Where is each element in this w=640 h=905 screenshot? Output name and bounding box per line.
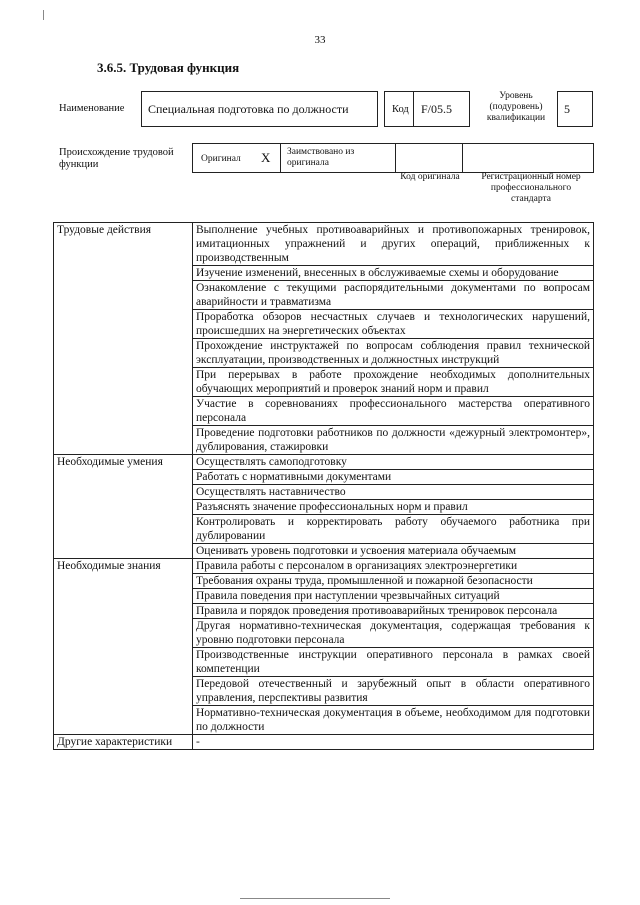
list-item: Другая нормативно-техническая документация, содержащая требования к уровню подготовки персонала bbox=[193, 619, 594, 648]
list-item: - bbox=[193, 735, 594, 750]
list-item: Требования охраны труда, промышленной и пожарной безопасности bbox=[193, 574, 594, 589]
list-item: Выполнение учебных противоаварийных и противопожарных тренировок, имитационных упражнений и других операций, приближенных к производственным bbox=[193, 223, 594, 266]
list-item: Изучение изменений, внесенных в обслуживаемые схемы и оборудование bbox=[193, 266, 594, 281]
list-item: Ознакомление с текущими распорядительными документами по вопросам аварийности и травматизма bbox=[193, 281, 594, 310]
section-title-cell: Трудовые действия bbox=[54, 223, 193, 455]
page-number: 33 bbox=[314, 34, 326, 46]
bottom-rule bbox=[240, 898, 390, 899]
table-row bbox=[54, 223, 594, 266]
reg-number-caption: Регистрационный номер профессионального стандарта bbox=[481, 172, 581, 204]
original-mark: X bbox=[261, 150, 271, 165]
list-item: Контролировать и корректировать работу обучаемого работника при дублировании bbox=[193, 515, 594, 544]
list-item: При перерывах в работе прохождение необходимых дополнительных обучающих мероприятий и проверок знаний норм и правил bbox=[193, 368, 594, 397]
table-row bbox=[54, 455, 594, 470]
list-item: Разъяснять значение профессиональных норм и правил bbox=[193, 500, 594, 515]
name-value: Специальная подготовка по должности bbox=[148, 102, 349, 116]
section-title: 3.6.5. Трудовая функция bbox=[97, 60, 240, 75]
list-item: Правила и порядок проведения противоаварийных тренировок персонала bbox=[193, 604, 594, 619]
level-value: 5 bbox=[564, 102, 570, 116]
origin-divider-1 bbox=[280, 144, 281, 172]
section-title-cell: Необходимые знания bbox=[54, 559, 193, 735]
section-title-cell: Другие характеристики bbox=[54, 735, 193, 750]
origin-label: Происхождение трудовой функции bbox=[59, 147, 174, 170]
list-item: Правила поведения при наступлении чрезвычайных ситуаций bbox=[193, 589, 594, 604]
list-item: Проработка обзоров несчастных случаев и технологических нарушений, происшедших на энергетических объектах bbox=[193, 310, 594, 339]
name-label: Наименование bbox=[59, 103, 125, 114]
list-item: Проведение подготовки работников по должности «дежурный электромонтер», дублирования, стажировки bbox=[193, 426, 594, 455]
list-item: Производственные инструкции оперативного персонала в рамках своей компетенции bbox=[193, 648, 594, 677]
list-item: Передовой отечественный и зарубежный опыт в области оперативного управления, перспективы развития bbox=[193, 677, 594, 706]
list-item: Осуществлять самоподготовку bbox=[193, 455, 594, 470]
code-label: Код bbox=[392, 104, 409, 115]
list-item: Осуществлять наставничество bbox=[193, 485, 594, 500]
list-item: Участие в соревнованиях профессионального мастерства оперативного персонала bbox=[193, 397, 594, 426]
borrowed-label: Заимствовано из оригинала bbox=[287, 147, 355, 168]
code-box bbox=[384, 91, 470, 127]
origin-divider-2 bbox=[395, 144, 396, 172]
scan-mark bbox=[43, 10, 44, 20]
list-item: Работать с нормативными документами bbox=[193, 470, 594, 485]
code-value-cell bbox=[413, 92, 414, 126]
labor-function-table bbox=[53, 222, 594, 750]
level-label: Уровень (подуровень) квалификации bbox=[486, 91, 546, 123]
original-label: Оригинал bbox=[201, 154, 241, 164]
list-item: Прохождение инструктажей по вопросам соблюдения правил технической эксплуатации, производственных и должностных инструкций bbox=[193, 339, 594, 368]
name-value-box bbox=[141, 91, 378, 127]
origin-code-caption: Код оригинала bbox=[400, 172, 460, 182]
table-row bbox=[54, 559, 594, 574]
section-title-cell: Необходимые умения bbox=[54, 455, 193, 559]
code-value: F/05.5 bbox=[421, 102, 453, 116]
origin-divider-3 bbox=[462, 144, 463, 172]
list-item: Оценивать уровень подготовки и усвоения материала обучаемым bbox=[193, 544, 594, 559]
list-item: Правила работы с персоналом в организациях электроэнергетики bbox=[193, 559, 594, 574]
list-item: Нормативно-техническая документация в объеме, необходимом для подготовки по должности bbox=[193, 706, 594, 735]
level-value-box bbox=[557, 91, 593, 127]
origin-table bbox=[192, 143, 594, 173]
table-row bbox=[54, 735, 594, 750]
